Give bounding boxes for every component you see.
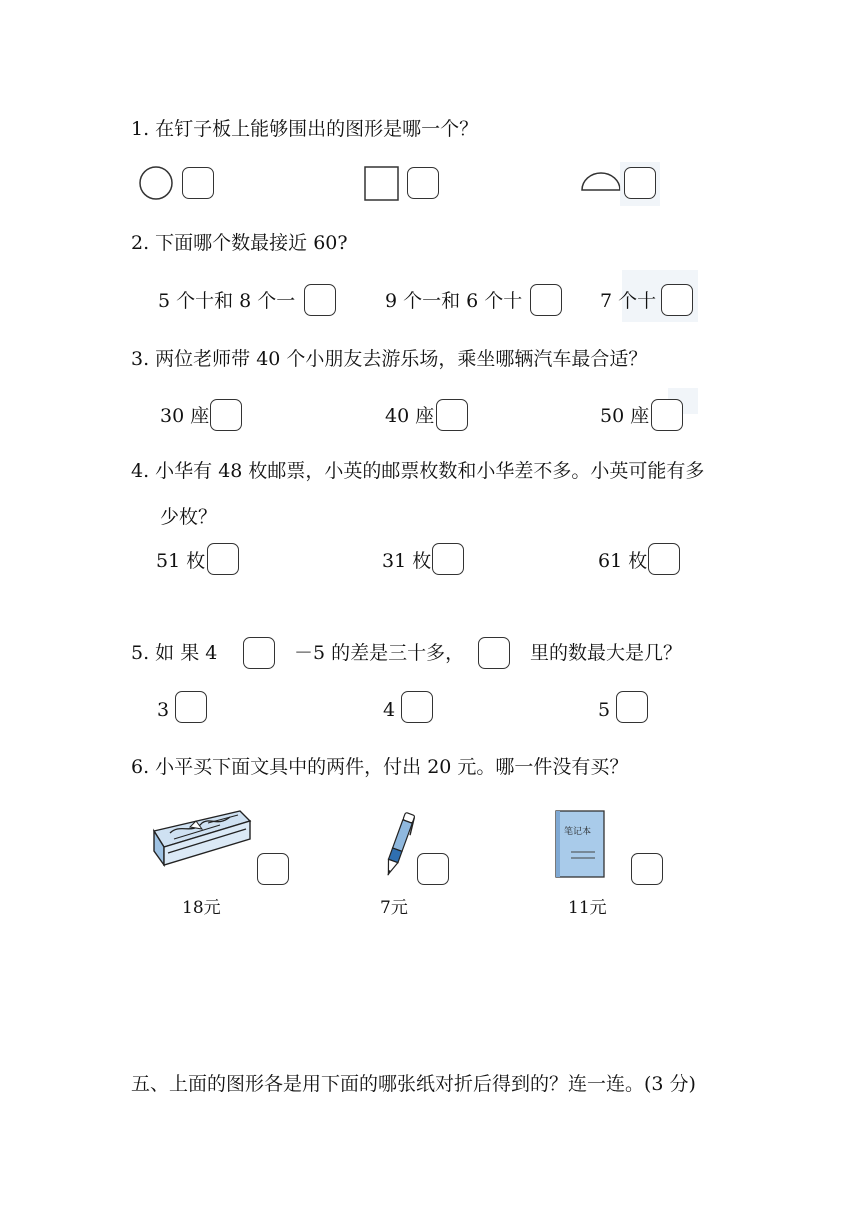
q5-option-c: 5 xyxy=(598,699,611,721)
semicircle-icon xyxy=(580,171,622,193)
q4-stem-line2: 少枚？ xyxy=(160,506,218,528)
q3-option-b: 40 座 xyxy=(385,405,435,427)
answer-box-q5-c[interactable] xyxy=(616,691,648,723)
q4-option-c: 61 枚 xyxy=(598,550,648,572)
q2-option-a: 5 个十和 8 个一 xyxy=(158,290,296,312)
q5-option-a: 3 xyxy=(157,699,170,721)
answer-box-q1-c[interactable] xyxy=(624,167,656,199)
pencil-case-icon xyxy=(150,809,254,869)
answer-box-q3-a[interactable] xyxy=(210,399,242,431)
q2-option-b: 9 个一和 6 个十 xyxy=(385,290,523,312)
answer-box-q6-c[interactable] xyxy=(631,853,663,885)
q2-stem: 2. 下面哪个数最接近 60? xyxy=(131,232,348,254)
answer-box-q2-b[interactable] xyxy=(530,284,562,316)
q5-blank-digit-box[interactable] xyxy=(243,637,275,669)
answer-box-q5-b[interactable] xyxy=(401,691,433,723)
q4-stem-line1: 4. 小华有 48 枚邮票，小英的邮票枚数和小华差不多。小英可能有多 xyxy=(131,460,705,482)
answer-box-q4-b[interactable] xyxy=(432,543,464,575)
answer-box-q2-c[interactable] xyxy=(661,284,693,316)
circle-icon xyxy=(139,166,175,202)
answer-box-q3-b[interactable] xyxy=(436,399,468,431)
answer-box-q6-b[interactable] xyxy=(417,853,449,885)
notebook-cover-text: 笔记本 xyxy=(564,827,592,837)
answer-box-q1-b[interactable] xyxy=(407,167,439,199)
q5-stem-part2: －5 的差是三十多， xyxy=(294,642,465,664)
q5-blank-reference-box xyxy=(478,637,510,669)
answer-box-q5-a[interactable] xyxy=(175,691,207,723)
answer-box-q2-a[interactable] xyxy=(304,284,336,316)
answer-box-q3-c[interactable] xyxy=(651,399,683,431)
price-pencil-case: 18元 xyxy=(182,898,221,918)
q4-option-a: 51 枚 xyxy=(156,550,206,572)
q5-stem-part1: 5. 如 果 4 xyxy=(131,642,218,664)
q3-stem: 3. 两位老师带 40 个小朋友去游乐场，乘坐哪辆汽车最合适？ xyxy=(131,348,648,370)
q3-option-a: 30 座 xyxy=(160,405,210,427)
q4-option-b: 31 枚 xyxy=(382,550,432,572)
q5-stem-part3: 里的数最大是几？ xyxy=(530,642,683,664)
price-notebook: 11元 xyxy=(568,898,607,918)
q2-option-c: 7 个十 xyxy=(600,290,657,312)
q3-option-c: 50 座 xyxy=(600,405,650,427)
pen-icon xyxy=(383,810,415,880)
notebook-icon xyxy=(555,810,605,878)
price-pen: 7元 xyxy=(380,898,408,918)
square-icon xyxy=(364,166,400,202)
q6-stem: 6. 小平买下面文具中的两件，付出 20 元。哪一件没有买？ xyxy=(131,756,629,778)
section5-heading: 五、上面的图形各是用下面的哪张纸对折后得到的？连一连。(3 分) xyxy=(131,1073,696,1095)
answer-box-q4-a[interactable] xyxy=(207,543,239,575)
answer-box-q6-a[interactable] xyxy=(257,853,289,885)
q5-option-b: 4 xyxy=(383,699,396,721)
answer-box-q4-c[interactable] xyxy=(648,543,680,575)
answer-box-q1-a[interactable] xyxy=(182,167,214,199)
q1-stem: 1. 在钉子板上能够围出的图形是哪一个？ xyxy=(131,118,479,140)
